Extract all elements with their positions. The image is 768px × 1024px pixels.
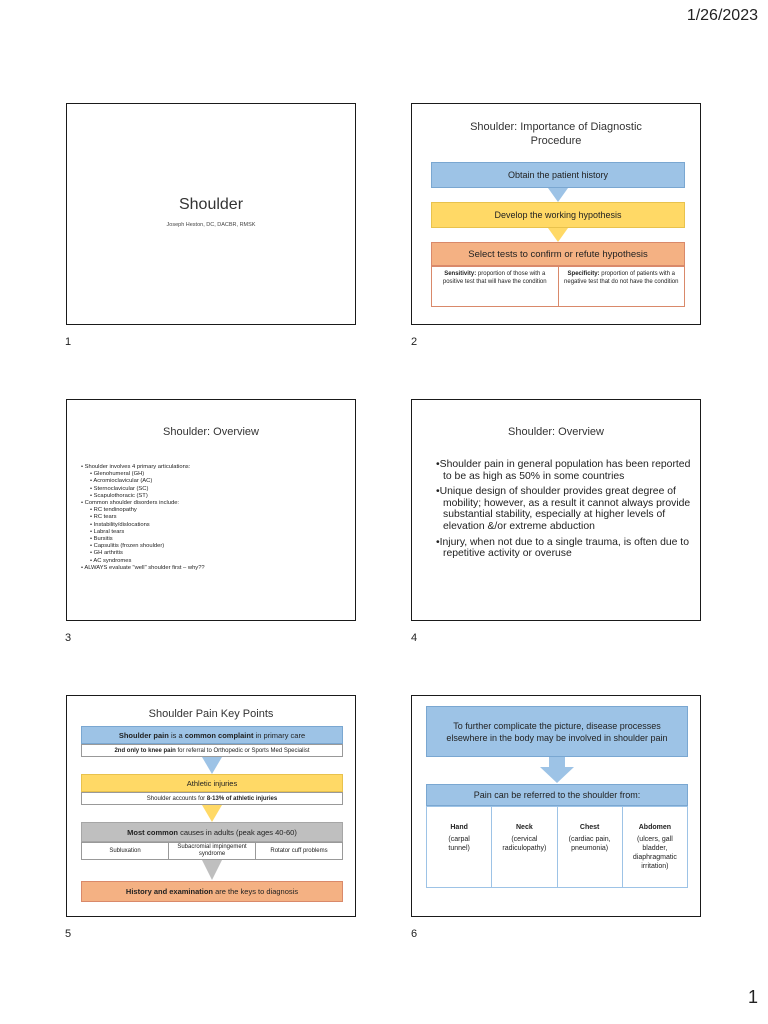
arrow-down-icon [202, 805, 222, 822]
list-item: • RC tears [90, 514, 117, 521]
list-item: •Unique design of shoulder provides great degree of mobility; however, as a result it cannot always provide substantial stability, especially at higher levels of elevation &/or extreme abduction [436, 486, 691, 532]
step-box: Select tests to confirm or refute hypothesis [431, 242, 685, 266]
slide-title: Shoulder: Importance of Diagnostic Procedure [470, 121, 642, 147]
slide-2 [411, 103, 701, 325]
referral-column: Chest (cardiac pain, pneumonia) [557, 807, 622, 887]
arrow-down-icon [548, 228, 568, 242]
key-point-box: Most common causes in adults (peak ages 40-60) [81, 822, 343, 842]
slide-number: 2 [411, 336, 418, 348]
list-item: • Acromioclavicular (AC) [90, 478, 153, 485]
causes-table [81, 842, 343, 860]
list-item: • Glenohumeral (GH) [90, 471, 145, 478]
list-item: •Shoulder pain in general population has been reported to be as high as 50% in some countries [436, 459, 691, 482]
slide-title: Shoulder: Overview [163, 426, 259, 438]
referral-table [426, 806, 688, 888]
referral-column: Abdomen (ulcers, gall bladder, diaphragmatic irritation) [622, 807, 687, 887]
slide-6 [411, 695, 701, 917]
slide-4 [411, 399, 701, 621]
step-box: Obtain the patient history [431, 162, 685, 188]
slide-number: 3 [65, 632, 72, 644]
key-point-detail: Shoulder accounts for 8-13% of athletic injuries [81, 792, 343, 805]
list-item: • Sternoclavicular (SC) [90, 485, 149, 492]
list-item: • Shoulder involves 4 primary articulations: [81, 464, 191, 470]
slide-3 [66, 399, 356, 621]
intro-box: To further complicate the picture, disease processes elsewhere in the body may be involved in shoulder pain [426, 706, 688, 757]
arrow-down-icon [202, 860, 222, 880]
referral-column: Hand (carpal tunnel) [448, 824, 470, 852]
page-number: 1 [747, 987, 758, 1007]
slide-number: 4 [411, 632, 418, 644]
list-item: • Instability/dislocations [90, 521, 150, 528]
handout-date: 1/26/2023 [686, 7, 758, 24]
cause-cell: Subluxation [109, 847, 141, 854]
list-item: • Scapulothoracic (ST) [90, 492, 148, 499]
slide-title: Shoulder [178, 196, 244, 213]
list-item: •Injury, when not due to a single trauma, is often due to repetitive activity or overuse [436, 536, 689, 560]
cause-cell: Subacromial impingement syndrome [168, 843, 255, 859]
referral-header: Pain can be referred to the shoulder from: [426, 784, 688, 806]
slide-number: 1 [65, 336, 72, 348]
slide-number: 5 [65, 928, 72, 940]
test-properties-table [431, 266, 685, 307]
bullet-list [436, 459, 691, 564]
arrow-down-icon [548, 188, 568, 202]
slide-number: 6 [411, 928, 418, 940]
list-item: • Bursitis [90, 536, 113, 543]
slide-5 [66, 695, 356, 917]
slide-title: Shoulder Pain Key Points [148, 708, 274, 720]
key-point-detail: 2nd only to knee pain for referral to Orthopedic or Sports Med Specialist [81, 744, 343, 757]
slide-author: Joseph Heston, DC, DACBR, RMSK [166, 222, 256, 228]
list-item: • RC tendinopathy [90, 507, 137, 514]
list-item: • GH arthritis [90, 550, 123, 557]
sensitivity-cell: Sensitivity: proportion of those with a positive test that will have the condition [442, 271, 547, 285]
arrow-down-icon [540, 757, 574, 783]
slide-1 [66, 103, 356, 325]
key-point-box: Shoulder pain is a common complaint in primary care [81, 726, 343, 744]
bullet-list [81, 464, 205, 572]
slide-title: Shoulder: Overview [508, 426, 604, 438]
list-item: • Labral tears [90, 528, 125, 535]
arrow-down-icon [202, 757, 222, 774]
cause-cell: Rotator cuff problems [255, 843, 342, 859]
specificity-cell: Specificity: proportion of patients with a negative test that do not have the condition [558, 267, 685, 306]
step-box: Develop the working hypothesis [431, 202, 685, 228]
list-item: • ALWAYS evaluate "well" shoulder first – why?? [81, 564, 205, 571]
list-item: • AC syndromes [90, 557, 132, 564]
list-item: • Capsulitis (frozen shoulder) [90, 543, 165, 550]
referral-column: Neck (cervical radiculopathy) [491, 807, 556, 887]
list-item: • Common shoulder disorders include: [81, 500, 180, 507]
key-point-box: Athletic injuries [81, 774, 343, 792]
key-point-box: History and examination are the keys to diagnosis [81, 881, 343, 902]
